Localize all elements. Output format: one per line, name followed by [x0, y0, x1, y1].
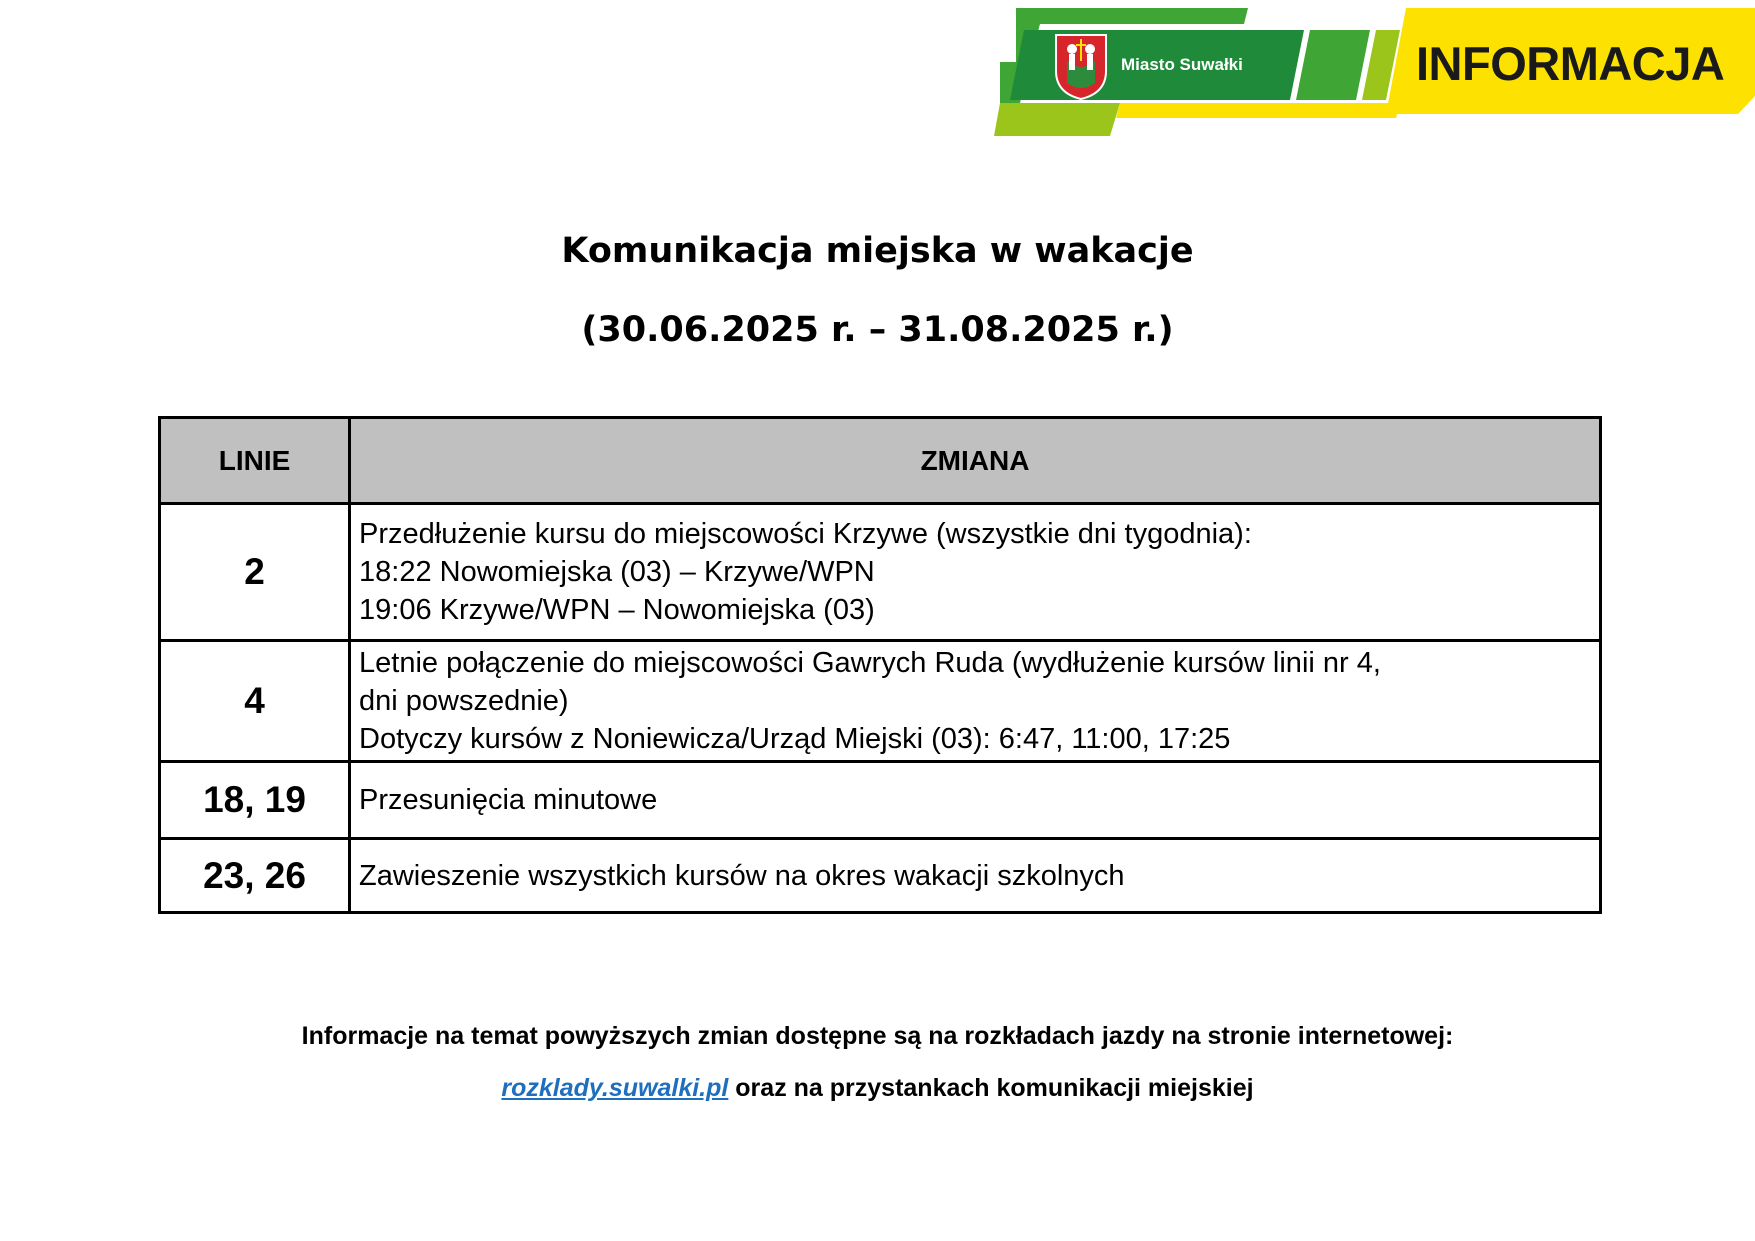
- header-change: ZMIANA: [350, 418, 1601, 504]
- line-number: 18, 19: [160, 762, 350, 839]
- city-name: Miasto Suwałki: [1121, 55, 1243, 74]
- information-label: INFORMACJA: [1416, 37, 1725, 90]
- change-description: [350, 641, 1601, 762]
- header-lines: LINIE: [160, 418, 350, 504]
- change-text-line: Przesunięcia minutowe: [359, 784, 658, 816]
- change-text-line: Dotyczy kursów z Noniewicza/Urząd Miejski (03): 6:47, 11:00, 17:25: [359, 723, 1231, 755]
- table-row: [160, 839, 1601, 913]
- change-text-line: Letnie połączenie do miejscowości Gawrych Ruda (wydłużenie kursów linii nr 4,: [359, 647, 1381, 679]
- change-text-line: Zawieszenie wszystkich kursów na okres wakacji szkolnych: [359, 859, 1125, 892]
- change-text-line: dni powszednie): [359, 685, 569, 717]
- header-banner: [0, 0, 1755, 140]
- line-number: 2: [160, 504, 350, 641]
- city-crest-icon: [1052, 31, 1110, 101]
- footer-link-line: [0, 1074, 1755, 1103]
- timetable-link[interactable]: rozklady.suwalki.pl: [501, 1074, 729, 1102]
- change-text-line: 18:22 Nowomiejska (03) – Krzywe/WPN: [359, 556, 875, 588]
- change-text-line: Przedłużenie kursu do miejscowości Krzywe (wszystkie dni tygodnia):: [359, 518, 1252, 550]
- change-description: [350, 504, 1601, 641]
- date-range-title: (30.06.2025 r. – 31.08.2025 r.): [581, 310, 1174, 350]
- footer-link-suffix: oraz na przystankach komunikacji miejskiej: [728, 1074, 1254, 1102]
- change-text-line: 19:06 Krzywe/WPN – Nowomiejska (03): [359, 594, 875, 626]
- schedule-changes-table: [158, 416, 1602, 914]
- table-row: [160, 641, 1601, 762]
- table-header-row: [160, 418, 1601, 504]
- table-row: [160, 762, 1601, 839]
- footer-info: Informacje na temat powyższych zmian dostępne są na rozkładach jazdy na stronie internetowej:: [301, 1022, 1454, 1050]
- change-description: [350, 839, 1601, 913]
- change-description: [350, 762, 1601, 839]
- line-number: 23, 26: [160, 839, 350, 913]
- line-number: 4: [160, 641, 350, 762]
- table-row: [160, 504, 1601, 641]
- page-title: Komunikacja miejska w wakacje: [561, 231, 1194, 271]
